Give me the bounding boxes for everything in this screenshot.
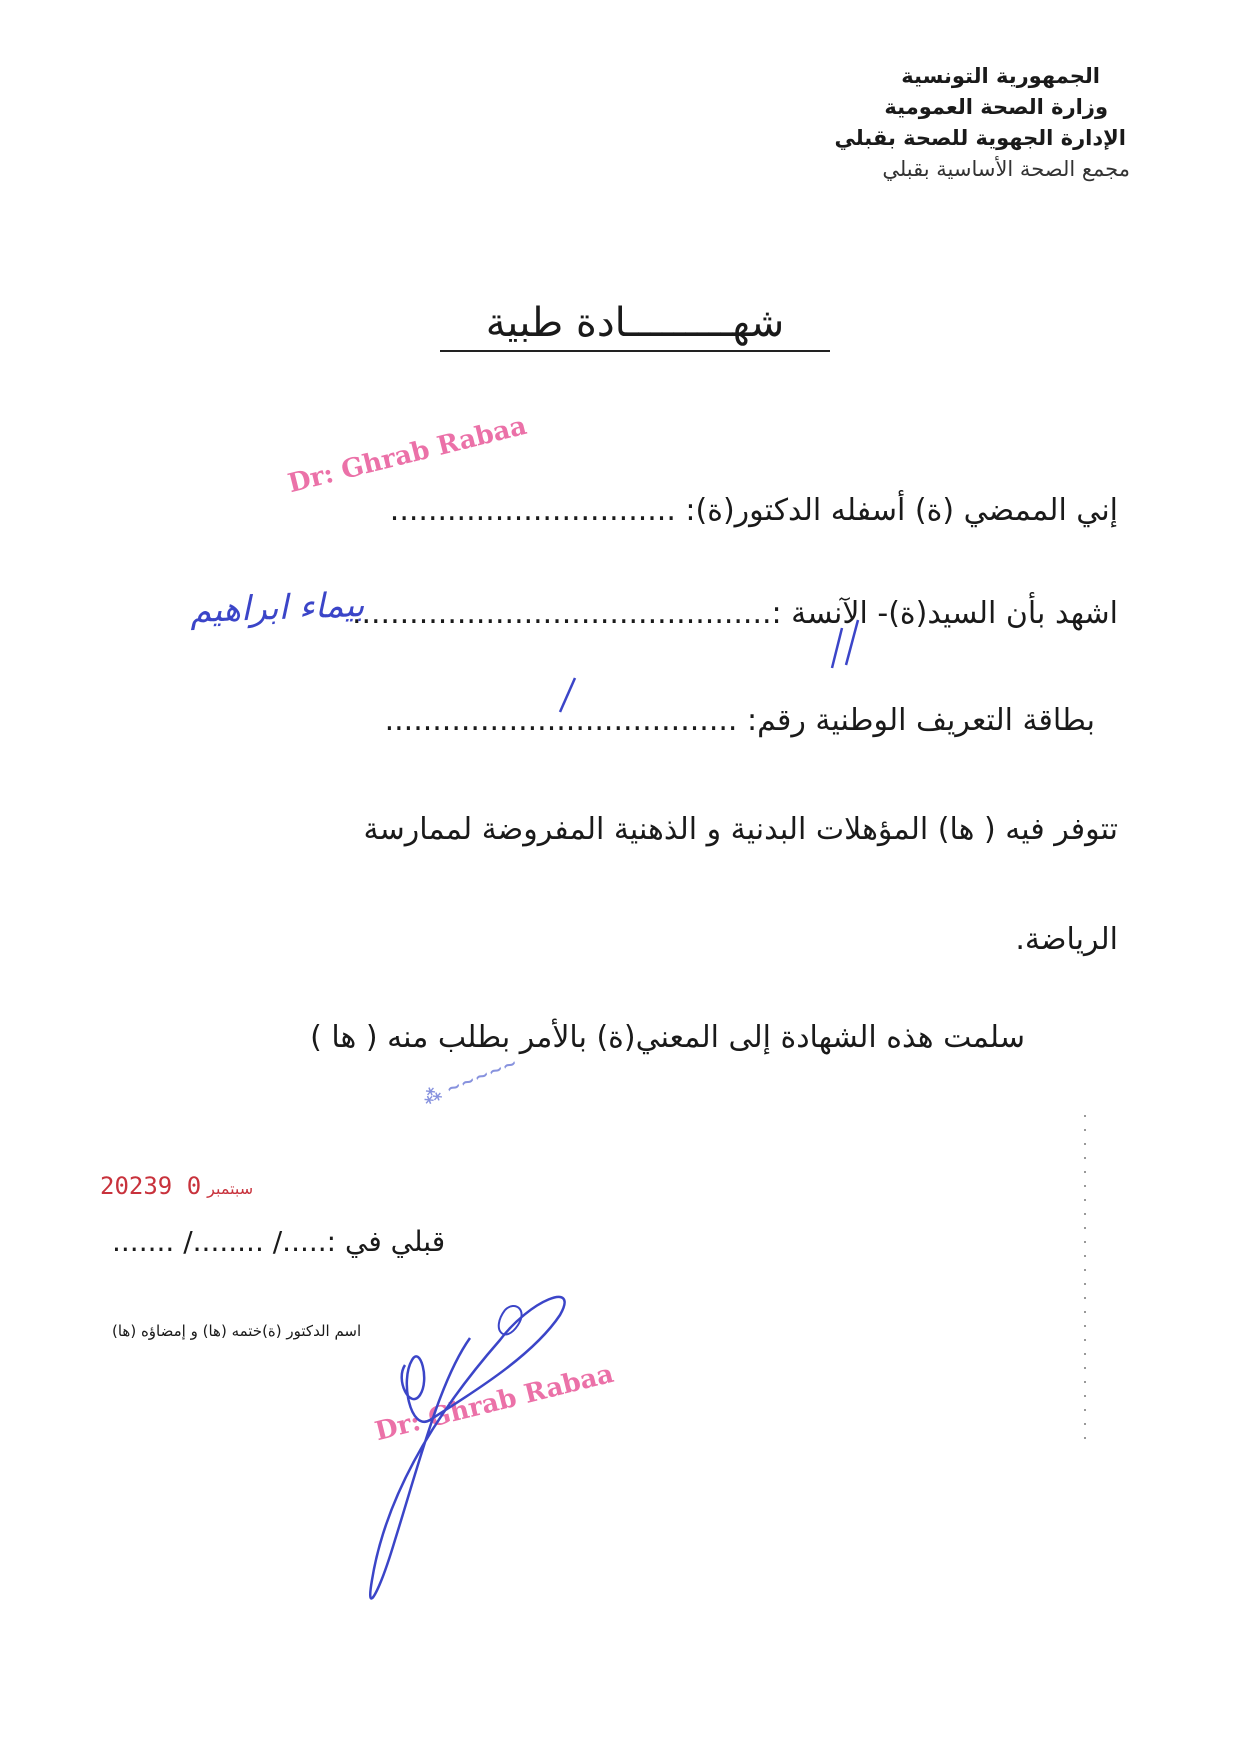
date-stamp-year: 2023 bbox=[100, 1172, 158, 1200]
letterhead-health-complex: مجمع الصحة الأساسية بقبلي bbox=[882, 157, 1130, 181]
doctor-stamp-top: Dr: Ghrab Rabaa bbox=[285, 410, 530, 500]
handwritten-patient-name: بيماء ابراهيم bbox=[189, 584, 366, 632]
letterhead-ministry: وزارة الصحة العمومية bbox=[884, 95, 1108, 119]
letterhead-country: الجمهورية التونسية bbox=[901, 64, 1100, 88]
fitness-statement-end: الرياضة. bbox=[1015, 922, 1118, 957]
handwritten-slash-mark bbox=[832, 620, 858, 668]
national-id-line: بطاقة التعريف الوطنية رقم: ..................................... bbox=[384, 703, 1095, 738]
letterhead-regional-directorate: الإدارة الجهوية للصحة بقبلي bbox=[834, 126, 1126, 150]
patient-name-line: اشهد بأن السيد(ة)- الآنسة :............................................ bbox=[351, 596, 1118, 631]
date-stamp-month: سبتمبر bbox=[207, 1179, 254, 1198]
date-stamp-day: 0 9 bbox=[157, 1172, 202, 1200]
doctor-stamp-bottom: Dr: Ghrab Rabaa bbox=[372, 1358, 617, 1448]
handwritten-id-dash bbox=[560, 678, 575, 712]
place-date-line: قبلي في :...../ ......../ ....... bbox=[112, 1225, 446, 1258]
blue-ink-stamp: ⁂ ~~~~~ bbox=[420, 1052, 521, 1110]
issuance-statement: سلمت هذه الشهادة إلى المعني(ة) بالأمر بطلب منه ( ها ) bbox=[310, 1020, 1025, 1055]
document-title: شهـــــــــادة طبية bbox=[440, 300, 830, 352]
signature-icon bbox=[370, 1297, 564, 1599]
fitness-statement-line: تتوفر فيه ( ها) المؤهلات البدنية و الذهنية المفروضة لممارسة bbox=[363, 812, 1118, 847]
doctor-declaration-line: إني الممضي (ة) أسفله الدكتور(ة): .............................. bbox=[389, 493, 1118, 528]
signature-caption: اسم الدكتور (ة)ختمه (ها) و إمضاؤه (ها) bbox=[112, 1322, 362, 1340]
